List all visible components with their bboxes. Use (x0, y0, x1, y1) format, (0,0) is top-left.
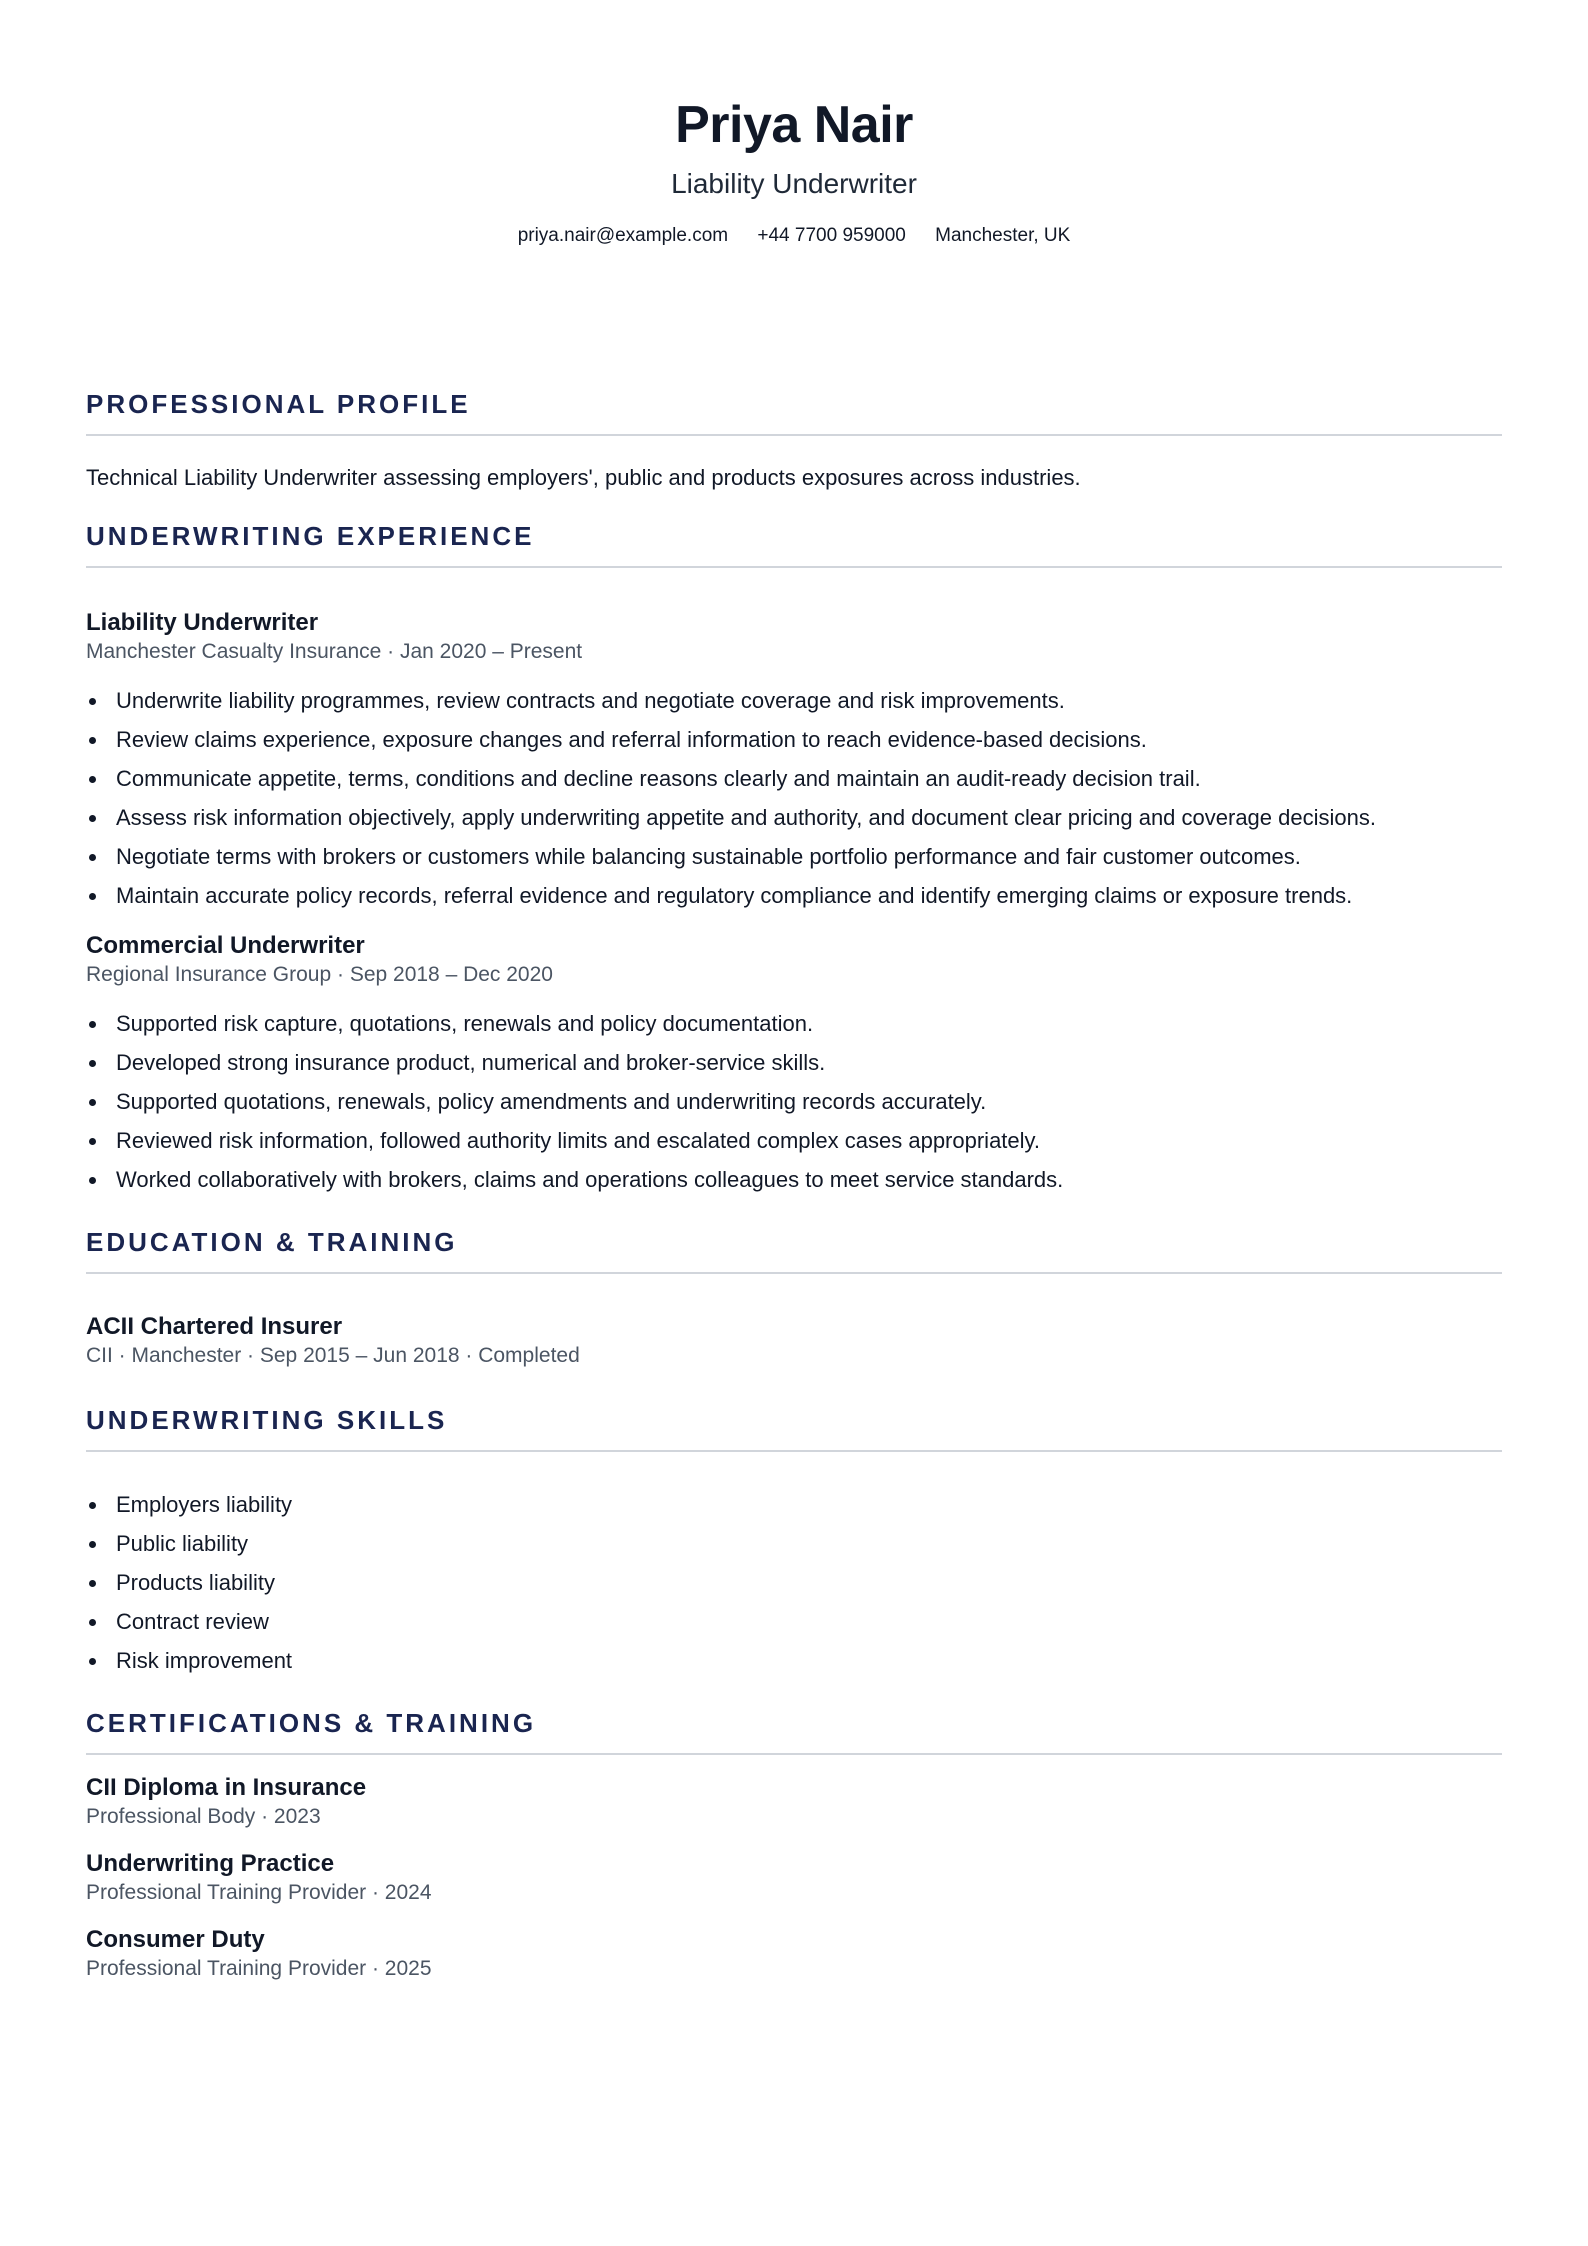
skill-item: Public liability (86, 1524, 1502, 1563)
certification-meta: Professional Training Provider · 2025 (86, 1957, 432, 1980)
certifications-heading: CERTIFICATIONS & TRAINING (86, 1707, 1502, 1755)
certification-entry (86, 1773, 1502, 1831)
job-bullet: Negotiate terms with brokers or customers while balancing sustainable portfolio performance and fair customer outcomes. (86, 837, 1502, 876)
skill-item: Employers liability (86, 1485, 1502, 1524)
job-bullet: Reviewed risk information, followed authority limits and escalated complex cases appropriately. (86, 1121, 1502, 1160)
education-meta: CII · Manchester · Sep 2015 – Jun 2018 · Completed (86, 1344, 580, 1367)
job-entry (86, 608, 1502, 915)
job-entry (86, 931, 1502, 1199)
certification-title: Consumer Duty (86, 1926, 265, 1953)
contact-location: Manchester, UK (935, 225, 1071, 246)
profile-heading: PROFESSIONAL PROFILE (86, 388, 1502, 436)
resume-header (86, 0, 1502, 248)
job-bullet: Underwrite liability programmes, review contracts and negotiate coverage and risk improvements. (86, 681, 1502, 720)
education-title: ACII Chartered Insurer (86, 1313, 343, 1340)
job-bullet: Supported risk capture, quotations, renewals and policy documentation. (86, 1004, 1502, 1043)
job-bullets (86, 1004, 1502, 1199)
skill-item: Products liability (86, 1563, 1502, 1602)
certification-entry (86, 1925, 1502, 1983)
education-entry (86, 1312, 1502, 1370)
job-bullet: Developed strong insurance product, numerical and broker-service skills. (86, 1043, 1502, 1082)
certification-meta: Professional Training Provider · 2024 (86, 1881, 432, 1904)
profile-section (86, 388, 1502, 493)
contact-phone: +44 7700 959000 (757, 225, 906, 246)
job-bullet: Maintain accurate policy records, referral evidence and regulatory compliance and identify emerging claims or exposure trends. (86, 876, 1502, 915)
skills-list (86, 1485, 1502, 1680)
job-meta: Manchester Casualty Insurance · Jan 2020 – Present (86, 640, 583, 663)
candidate-title: Liability Underwriter (671, 168, 917, 199)
education-section (86, 1226, 1502, 1370)
skill-item: Contract review (86, 1602, 1502, 1641)
job-bullets (86, 681, 1502, 915)
job-bullet: Assess risk information objectively, apply underwriting appetite and authority, and document clear pricing and coverage decisions. (86, 798, 1502, 837)
contact-email: priya.nair@example.com (517, 225, 729, 246)
certification-entry (86, 1849, 1502, 1907)
candidate-name: Priya Nair (675, 96, 913, 154)
job-bullet: Supported quotations, renewals, policy amendments and underwriting records accurately. (86, 1082, 1502, 1121)
certification-meta: Professional Body · 2023 (86, 1805, 321, 1828)
job-title: Liability Underwriter (86, 609, 319, 636)
skills-section (86, 1404, 1502, 1680)
certifications-section (86, 1707, 1502, 1983)
contact-line (86, 224, 1502, 248)
skills-heading: UNDERWRITING SKILLS (86, 1404, 1502, 1452)
job-bullet: Review claims experience, exposure changes and referral information to reach evidence-based decisions. (86, 720, 1502, 759)
skill-item: Risk improvement (86, 1641, 1502, 1680)
profile-text: Technical Liability Underwriter assessing employers', public and products exposures across industries. (86, 465, 1081, 490)
experience-section (86, 520, 1502, 1199)
job-title: Commercial Underwriter (86, 932, 365, 959)
job-bullet: Communicate appetite, terms, conditions and decline reasons clearly and maintain an audit-ready decision trail. (86, 759, 1502, 798)
certification-title: CII Diploma in Insurance (86, 1774, 367, 1801)
certification-title: Underwriting Practice (86, 1850, 335, 1877)
experience-heading: UNDERWRITING EXPERIENCE (86, 520, 1502, 568)
job-bullet: Worked collaboratively with brokers, claims and operations colleagues to meet service standards. (86, 1160, 1502, 1199)
education-heading: EDUCATION & TRAINING (86, 1226, 1502, 1274)
job-meta: Regional Insurance Group · Sep 2018 – Dec 2020 (86, 963, 553, 986)
